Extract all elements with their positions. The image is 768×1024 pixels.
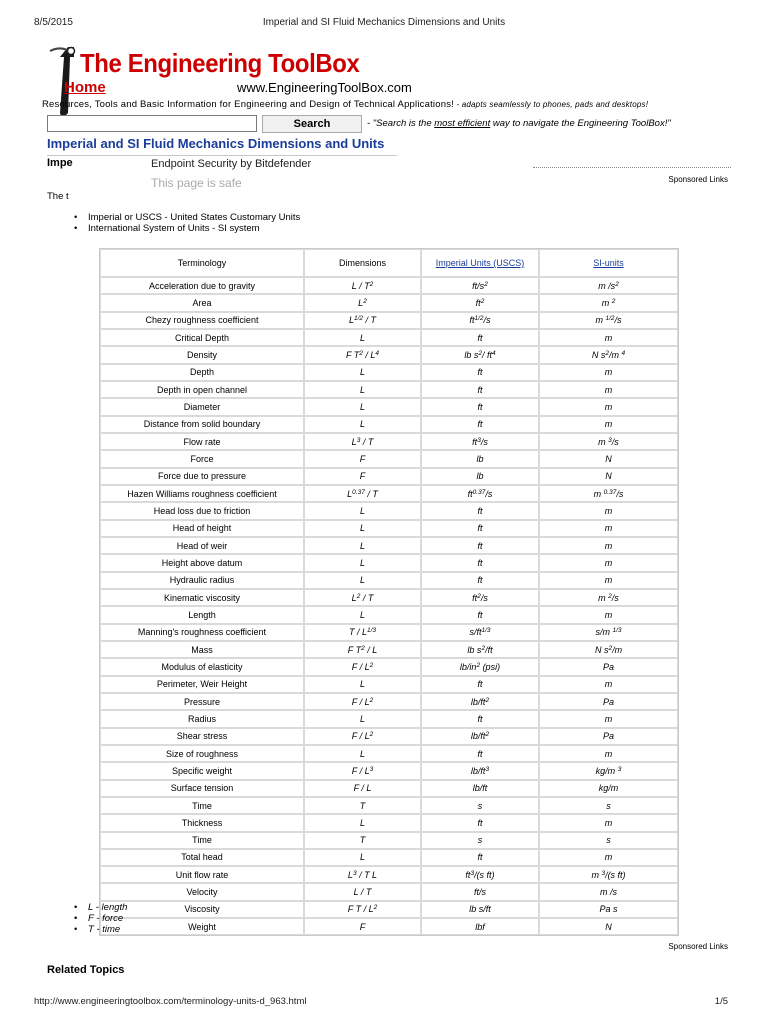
si-unit-cell: m: [539, 814, 678, 831]
dimension-cell: L: [304, 502, 421, 519]
dimension-cell: L: [304, 710, 421, 727]
term-cell: Manning's roughness coefficient: [100, 624, 304, 641]
table-row: [100, 849, 678, 866]
term-cell: Head loss due to friction: [100, 502, 304, 519]
home-link[interactable]: Home: [64, 79, 106, 96]
imperial-unit-cell: ft/s: [421, 883, 539, 900]
imperial-unit-cell: ft: [421, 381, 539, 398]
search-note-suffix: way to navigate the Engineering ToolBox!": [490, 118, 671, 129]
imperial-unit-cell: $lb/ft^2$: [421, 693, 539, 710]
imperial-unit-cell: ft: [421, 537, 539, 554]
term-cell: Hydraulic radius: [100, 572, 304, 589]
dimension-cell: L / $T^2$: [304, 277, 421, 294]
term-cell: Specific weight: [100, 762, 304, 779]
tagline-small-text: - adapts seamlessly to phones, pads and desktops!: [454, 100, 649, 109]
sponsored-links-label[interactable]: Sponsored Links: [668, 175, 728, 184]
imperial-unit-cell: ft: [421, 398, 539, 415]
si-unit-cell: m: [539, 381, 678, 398]
si-unit-cell: m $^2$/s: [539, 589, 678, 606]
intro-text: The t: [47, 191, 69, 202]
term-cell: Surface tension: [100, 780, 304, 797]
table-row: [100, 676, 678, 693]
term-cell: Pressure: [100, 693, 304, 710]
dimension-cell: F T / $L^2$: [304, 901, 421, 918]
term-cell: Time: [100, 797, 304, 814]
imperial-unit-cell: lb s/ft: [421, 901, 539, 918]
dimension-cell: F: [304, 450, 421, 467]
si-unit-cell: m: [539, 849, 678, 866]
dimension-cell: F / $L^3$: [304, 762, 421, 779]
si-unit-cell: m $^3$/(s ft): [539, 866, 678, 883]
table-row: [100, 814, 678, 831]
legend-time: T - time: [88, 924, 121, 935]
dimension-cell: L: [304, 381, 421, 398]
table-row: [100, 658, 678, 675]
term-cell: Total head: [100, 849, 304, 866]
table-row: [100, 710, 678, 727]
imperial-unit-cell: lb $s^2/ft$: [421, 641, 539, 658]
search-note: [367, 118, 671, 129]
table-row: [100, 589, 678, 606]
title-divider: [47, 155, 397, 156]
table-row: [100, 312, 678, 329]
si-unit-cell: m: [539, 398, 678, 415]
dimension-cell: T: [304, 797, 421, 814]
term-cell: Flow rate: [100, 433, 304, 450]
header-dimensions: Dimensions: [304, 249, 421, 277]
term-cell: Force: [100, 450, 304, 467]
table-row: [100, 416, 678, 433]
imperial-unit-cell: ft: [421, 849, 539, 866]
dimension-cell: F: [304, 918, 421, 935]
si-unit-cell: m: [539, 745, 678, 762]
si-unit-cell: m: [539, 710, 678, 727]
dimension-cell: F / $L^2$: [304, 658, 421, 675]
table-row: [100, 745, 678, 762]
imperial-unit-cell: ft: [421, 606, 539, 623]
table-row: [100, 572, 678, 589]
header-si-units[interactable]: [539, 249, 678, 277]
site-url-text: www.EngineeringToolBox.com: [237, 80, 412, 95]
imperial-unit-cell: ft: [421, 814, 539, 831]
dimension-cell: L: [304, 554, 421, 571]
dimension-cell: L: [304, 572, 421, 589]
si-unit-cell: m: [539, 502, 678, 519]
dimension-cell: F / $L^2$: [304, 728, 421, 745]
si-unit-cell: m: [539, 572, 678, 589]
print-title: Imperial and SI Fluid Mechanics Dimensions and Units: [262, 17, 506, 28]
dimension-cell: F: [304, 468, 421, 485]
term-cell: Unit flow rate: [100, 866, 304, 883]
imperial-unit-cell: $s/ft^{1/3}$: [421, 624, 539, 641]
print-date: 8/5/2015: [34, 17, 73, 28]
term-cell: Chezy roughness coefficient: [100, 312, 304, 329]
term-cell: Force due to pressure: [100, 468, 304, 485]
term-cell: Thickness: [100, 814, 304, 831]
legend-force: F - force: [88, 913, 124, 924]
dimension-cell: L: [304, 537, 421, 554]
imperial-unit-cell: lb: [421, 468, 539, 485]
imperial-unit-cell: lb $s^2/$ $ft^4$: [421, 346, 539, 363]
term-cell: Depth in open channel: [100, 381, 304, 398]
term-cell: Area: [100, 294, 304, 311]
dimension-cell: L: [304, 849, 421, 866]
si-unit-cell: Pa s: [539, 901, 678, 918]
imperial-unit-cell: ft: [421, 502, 539, 519]
table-row: [100, 641, 678, 658]
security-overlay-status: This page is safe: [151, 176, 242, 190]
dimension-cell: F $T^2 / L^4$: [304, 346, 421, 363]
header-terminology: Terminology: [100, 249, 304, 277]
imperial-unit-cell: s: [421, 797, 539, 814]
term-cell: Diameter: [100, 398, 304, 415]
dimension-cell: L / T: [304, 883, 421, 900]
print-page-number: 1/5: [714, 996, 728, 1007]
table-row: [100, 294, 678, 311]
imperial-unit-cell: $ft^2$: [421, 294, 539, 311]
imperial-unit-cell: lb: [421, 450, 539, 467]
imperial-unit-cell: ft: [421, 554, 539, 571]
imperial-unit-cell: $lb/ft^3$: [421, 762, 539, 779]
imperial-unit-cell: lb/ft: [421, 780, 539, 797]
dimension-cell: L: [304, 416, 421, 433]
si-unit-cell: m $^{0.37}$/s: [539, 485, 678, 502]
term-cell: Kinematic viscosity: [100, 589, 304, 606]
list-item: • International System of Units - SI system: [74, 223, 300, 234]
table-row: [100, 381, 678, 398]
sponsored-divider: [533, 167, 731, 168]
table-row: [100, 450, 678, 467]
table-row: [100, 537, 678, 554]
table-row: [100, 762, 678, 779]
imperial-unit-cell: ft: [421, 710, 539, 727]
table-row: [100, 398, 678, 415]
term-cell: Viscosity: [100, 901, 304, 918]
security-overlay-heading: Endpoint Security by Bitdefender: [151, 158, 312, 170]
table-row: [100, 918, 678, 935]
dimension-cell: T: [304, 832, 421, 849]
term-cell: Acceleration due to gravity: [100, 277, 304, 294]
si-unit-cell: m: [539, 676, 678, 693]
imperial-unit-cell: ft: [421, 745, 539, 762]
imperial-unit-cell: $ft^3/s$: [421, 433, 539, 450]
term-cell: Density: [100, 346, 304, 363]
table-row: [100, 901, 678, 918]
dimension-cell: L: [304, 329, 421, 346]
term-cell: Perimeter, Weir Height: [100, 676, 304, 693]
table-row: [100, 502, 678, 519]
term-cell: Velocity: [100, 883, 304, 900]
dimension-cell: L: [304, 364, 421, 381]
legend-list: [74, 902, 127, 935]
term-cell: Weight: [100, 918, 304, 935]
dimension-cell: $L^2$ / T: [304, 589, 421, 606]
table-row: [100, 277, 678, 294]
table-row: [100, 606, 678, 623]
dimension-cell: L: [304, 606, 421, 623]
si-unit-cell: m: [539, 329, 678, 346]
table-row: [100, 728, 678, 745]
list-item: [74, 902, 127, 913]
imperial-unit-cell: ft: [421, 676, 539, 693]
print-footer-url: http://www.engineeringtoolbox.com/terminology-units-d_963.html: [34, 996, 307, 1007]
imperial-unit-cell: ft: [421, 364, 539, 381]
dimension-cell: F / L: [304, 780, 421, 797]
si-unit-cell: m $^{1/2}$/s: [539, 312, 678, 329]
table-row: [100, 832, 678, 849]
si-unit-cell: m: [539, 537, 678, 554]
table-row: [100, 346, 678, 363]
sponsored-links-label-bottom[interactable]: Sponsored Links: [668, 942, 728, 951]
dimension-cell: T / $L^{1/3}$: [304, 624, 421, 641]
dimension-cell: L: [304, 814, 421, 831]
table-row: [100, 554, 678, 571]
dimension-cell: $L^{1/2}$ / T: [304, 312, 421, 329]
si-unit-cell: Pa: [539, 728, 678, 745]
imperial-unit-cell: $ft/s^2$: [421, 277, 539, 294]
imperial-unit-cell: $ft^2/s$: [421, 589, 539, 606]
table-row: [100, 624, 678, 641]
site-logo-text[interactable]: The Engineering ToolBox: [80, 48, 360, 78]
table-row: [100, 866, 678, 883]
search-input[interactable]: [47, 115, 257, 132]
si-unit-cell: m $/s^2$: [539, 277, 678, 294]
tagline-text: Resources, Tools and Basic Information for Engineering and Design of Technical Applications!: [42, 99, 455, 110]
term-cell: Mass: [100, 641, 304, 658]
dimension-cell: $L^3$ / T L: [304, 866, 421, 883]
term-cell: Time: [100, 832, 304, 849]
table-header-row: [100, 249, 678, 277]
table-row: [100, 883, 678, 900]
si-unit-cell: m: [539, 416, 678, 433]
imperial-unit-cell: $lb/ft^2$: [421, 728, 539, 745]
si-unit-cell: N $s^2/m$: [539, 641, 678, 658]
term-cell: Head of weir: [100, 537, 304, 554]
table-row: [100, 520, 678, 537]
imperial-unit-cell: $ft^{1/2}/s$: [421, 312, 539, 329]
table-row: [100, 329, 678, 346]
si-unit-cell: s: [539, 832, 678, 849]
si-unit-cell: m: [539, 520, 678, 537]
dimension-cell: F $T^2$ / L: [304, 641, 421, 658]
term-cell: Shear stress: [100, 728, 304, 745]
dimension-cell: $L^3$ / T: [304, 433, 421, 450]
search-note-emphasis: most efficient: [434, 118, 491, 129]
dimension-cell: $L^2$: [304, 294, 421, 311]
term-cell: Radius: [100, 710, 304, 727]
dimension-cell: L: [304, 676, 421, 693]
si-unit-cell: N $s^2/m$ $^4$: [539, 346, 678, 363]
dimension-cell: L: [304, 520, 421, 537]
term-cell: Distance from solid boundary: [100, 416, 304, 433]
related-topics-heading: Related Topics: [47, 964, 125, 976]
list-item: [74, 913, 127, 924]
header-imperial-units[interactable]: [421, 249, 539, 277]
term-cell: Length: [100, 606, 304, 623]
search-note-prefix: - "Search is the: [367, 118, 435, 129]
si-unit-cell: Pa: [539, 658, 678, 675]
table-row: [100, 364, 678, 381]
si-unit-cell: Pa: [539, 693, 678, 710]
imperial-unit-cell: lbf: [421, 918, 539, 935]
term-cell: Critical Depth: [100, 329, 304, 346]
si-unit-cell: N: [539, 450, 678, 467]
imperial-unit-cell: $ft^3/(s$ ft): [421, 866, 539, 883]
term-cell: Height above datum: [100, 554, 304, 571]
list-item: [74, 924, 127, 935]
dimension-cell: L: [304, 398, 421, 415]
si-unit-cell: m: [539, 606, 678, 623]
si-unit-cell: kg/m: [539, 780, 678, 797]
dimension-cell: F / $L^2$: [304, 693, 421, 710]
intro-label: Impe: [47, 157, 73, 169]
si-units-link[interactable]: SI-units: [593, 258, 624, 268]
table-row: [100, 468, 678, 485]
dimension-cell: L: [304, 745, 421, 762]
imperial-unit-cell: s: [421, 832, 539, 849]
si-unit-cell: N: [539, 918, 678, 935]
imperial-units-link[interactable]: Imperial Units (USCS): [435, 258, 525, 268]
si-unit-cell: s: [539, 797, 678, 814]
imperial-unit-cell: ft: [421, 416, 539, 433]
si-unit-cell: kg/m $^3$: [539, 762, 678, 779]
table-row: [100, 797, 678, 814]
imperial-unit-cell: $lb/in^2$ (psi): [421, 658, 539, 675]
term-cell: Size of roughness: [100, 745, 304, 762]
table-row: [100, 693, 678, 710]
si-unit-cell: m $^2$: [539, 294, 678, 311]
units-table: [99, 248, 679, 936]
si-unit-cell: m: [539, 364, 678, 381]
si-unit-cell: s/m $^{1/3}$: [539, 624, 678, 641]
term-cell: Hazen Williams roughness coefficient: [100, 485, 304, 502]
page-title[interactable]: Imperial and SI Fluid Mechanics Dimensions and Units: [47, 136, 385, 151]
si-unit-cell: m: [539, 554, 678, 571]
imperial-unit-cell: ft: [421, 329, 539, 346]
si-unit-cell: m $^3$/s: [539, 433, 678, 450]
unit-systems-list: [74, 212, 300, 234]
table-row: [100, 433, 678, 450]
list-item: • Imperial or USCS - United States Customary Units: [74, 212, 300, 223]
term-cell: Modulus of elasticity: [100, 658, 304, 675]
units-table-body: [100, 277, 678, 935]
imperial-unit-cell: ft: [421, 520, 539, 537]
imperial-unit-cell: $ft^{0.37}/s$: [421, 485, 539, 502]
si-unit-cell: m /s: [539, 883, 678, 900]
imperial-unit-cell: ft: [421, 572, 539, 589]
term-cell: Head of height: [100, 520, 304, 537]
term-cell: Depth: [100, 364, 304, 381]
table-row: [100, 485, 678, 502]
site-tagline: [42, 99, 648, 110]
si-unit-cell: N: [539, 468, 678, 485]
search-button[interactable]: Search: [262, 115, 362, 133]
dimension-cell: $L^{0.37}$ / T: [304, 485, 421, 502]
table-row: [100, 780, 678, 797]
legend-length: L - length: [88, 902, 128, 913]
